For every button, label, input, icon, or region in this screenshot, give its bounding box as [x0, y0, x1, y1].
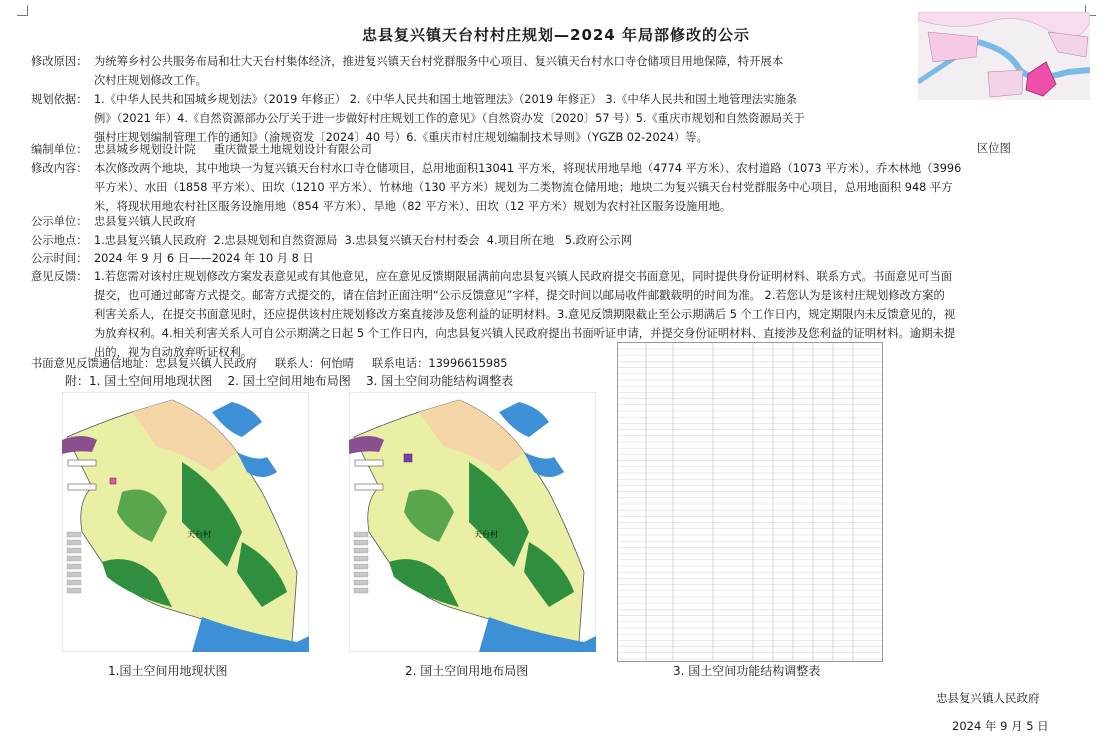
period-text: 2024 年 9 月 6 日——2024 年 10 月 8 日	[94, 252, 314, 265]
unit-text: 忠县复兴镇人民政府	[94, 215, 196, 228]
signature-date: 2024 年 9 月 5 日	[952, 719, 1049, 733]
reason-line: 次村庄规划修改工作。	[94, 74, 207, 87]
feedback-label: 意见反馈：	[31, 270, 88, 283]
reason-line: 为统筹乡村公共服务布局和壮大天台村集体经济，推进复兴镇天台村党群服务中心项目、复兴镇天台村水口寺仓储项目用地保障，特开展本	[94, 55, 784, 68]
content-line: 平方米）、水田（1858 平方米）、田坎（1210 平方米）、竹林地（130 平方米）规划为二类物流仓储用地；地块二为复兴镇天台村党群服务中心项目，总用地面积 948 平方	[94, 181, 953, 194]
corner-mark-left	[17, 5, 28, 16]
basis-line: 1.《中华人民共和国城乡规划法》（2019 年修正） 2.《中华人民共和国土地管理法》（2019 年修正） 3.《中华人民共和国土地管理法实施条	[94, 93, 797, 106]
map1-caption: 1.国土空间用地现状图	[108, 664, 228, 678]
feedback-line: 提交，也可通过邮寄方式提交。邮寄方式提交的，请在信封正面注明“公示反馈意见”字样，提交时间以邮局收件邮戳载明的时间为准。 2.若您认为是该村庄规划修改方案的	[94, 289, 945, 302]
content-label: 修改内容：	[31, 162, 88, 175]
basis-label: 规划依据：	[31, 93, 88, 106]
attachments-line: 附：1. 国土空间用地现状图 2. 国土空间用地布局图 3. 国土空间功能结构调整表	[65, 374, 514, 388]
location-text: 1.忠县复兴镇人民政府 2.忠县规划和自然资源局 3.忠县复兴镇天台村村委会 4.项目所在地 5.政府公示网	[94, 234, 633, 247]
content-line: 米，将现状用地农村社区服务设施用地（854 平方米）、旱地（82 平方米）、田坎（12 平方米）规划为农村社区服务设施用地。	[94, 200, 732, 213]
region-map-label: 区位图	[977, 142, 1011, 155]
basis-line: 例》（2021 年）4.《自然资源部办公厅关于进一步做好村庄规划工作的意见》（自然资办发〔2020〕57 号）5.《重庆市规划和自然资源局关于	[94, 112, 805, 125]
content-line: 本次修改两个地块，其中地块一为复兴镇天台村水口寺仓储项目，总用地面积13041 平方米，将现状用地旱地（4774 平方米）、农村道路（1073 平方米）、乔木林地（3996	[94, 162, 962, 175]
notice-title: 忠县复兴镇天台村村庄规划—2024 年局部修改的公示	[362, 26, 750, 44]
location-label: 公示地点：	[31, 234, 88, 247]
table-caption: 3. 国土空间功能结构调整表	[673, 664, 821, 678]
unit-label: 公示单位：	[31, 215, 88, 228]
function-structure-table	[617, 342, 883, 662]
signature-org: 忠县复兴镇人民政府	[936, 691, 1040, 705]
feedback-line: 利害关系人，在提交书面意见时，还应提供该村庄规划修改方案直接涉及您利益的证明材料。3.意见反馈期限截止至公示期满后 5 个工作日内，规定期限内未反馈意见的，视	[94, 308, 956, 321]
location-inset-map	[918, 12, 1090, 100]
basis-line: 强村庄规划编制管理工作的通知》（渝规资发〔2024〕40 号）6.《重庆市村庄规划编制技术导则》（YGZB 02-2024）等。	[94, 131, 708, 144]
land-use-status-map	[62, 392, 309, 652]
feedback-line: 1.若您需对该村庄规划修改方案发表意见或有其他意见，应在意见反馈期限届满前向忠县复兴镇人民政府提交书面意见，同时提供身份证明材料、联系方式。书面意见可当面	[94, 270, 953, 283]
feedback-line: 出的，视为自动放弃听证权利。	[94, 346, 253, 359]
compiler-label: 编制单位：	[31, 143, 88, 156]
map2-caption: 2. 国土空间用地布局图	[405, 664, 529, 678]
feedback-line: 为放弃权利。4.相关利害关系人可自公示期满之日起 5 个工作日内，向忠县复兴镇人民政府提出书面听证申请，并提交身份证明材料、直接涉及您利益的证明材料。逾期未提	[94, 327, 956, 340]
period-label: 公示时间：	[31, 252, 88, 265]
reason-label: 修改原因：	[31, 55, 88, 68]
village-label: 天台村	[187, 530, 211, 539]
contact-line: 书面意见反馈通信地址：忠县复兴镇人民政府 联系人：何怡晴 联系电话：13996615985	[31, 357, 508, 370]
land-use-layout-map	[349, 392, 596, 652]
compiler-text: 忠县城乡规划设计院 重庆微景土地规划设计有限公司	[94, 143, 372, 156]
village-label: 天台村	[474, 530, 498, 539]
